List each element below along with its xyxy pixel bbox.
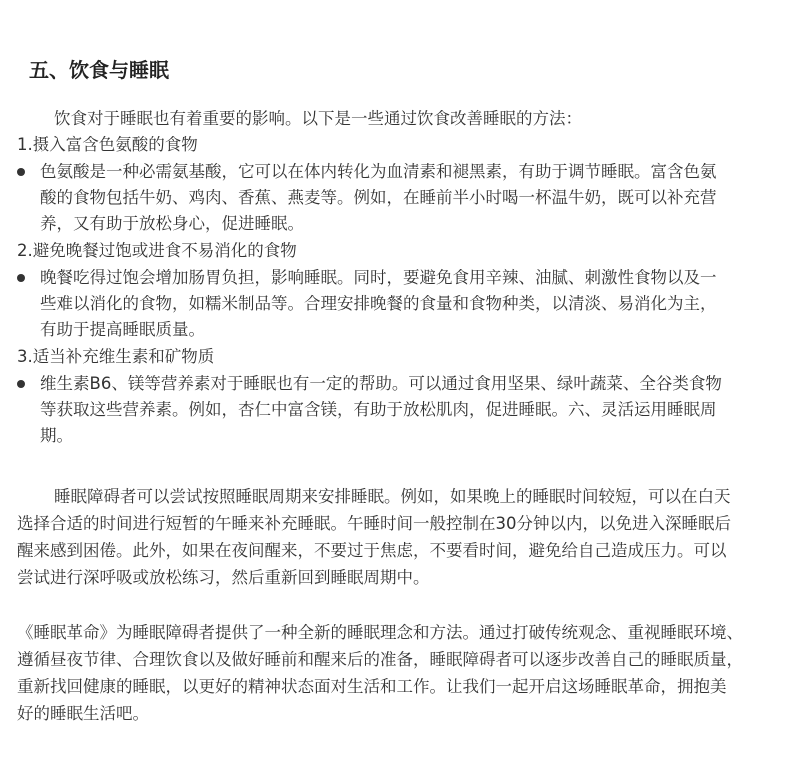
section-intro: 饮食对于睡眠也有着重要的影响。以下是一些通过饮食改善睡眠的方法： <box>54 109 582 128</box>
list-item-text-line: 些难以消化的食物，如糯米制品等。合理安排晚餐的食量和食物种类，以清淡、易消化为主， <box>40 294 717 313</box>
paragraph-line: 选择合适的时间进行短暂的午睡来补充睡眠。午睡时间一般控制在30分钟以内，以免进入深睡眠后 <box>17 514 731 533</box>
bullet-icon <box>17 168 25 176</box>
paragraph-line: 尝试进行深呼吸或放松练习，然后重新回到睡眠周期中。 <box>17 568 430 587</box>
list-item-text-line: 酸的食物包括牛奶、鸡肉、香蕉、燕麦等。例如，在睡前半小时喝一杯温牛奶，既可以补充营 <box>40 188 717 207</box>
list-item-title: 2.避免晚餐过饱或进食不易消化的食物 <box>17 241 297 260</box>
list-item-text-line: 维生素B6、镁等营养素对于睡眠也有一定的帮助。可以通过食用坚果、绿叶蔬菜、全谷类食物 <box>40 374 722 393</box>
list-item-text-line: 期。 <box>40 426 73 445</box>
list-item-text-line: 色氨酸是一种必需氨基酸，它可以在体内转化为血清素和褪黑素，有助于调节睡眠。富含色氨 <box>40 162 717 181</box>
paragraph-line: 重新找回健康的睡眠，以更好的精神状态面对生活和工作。让我们一起开启这场睡眠革命，拥抱美 <box>17 677 727 696</box>
paragraph-line: 《睡眠革命》为睡眠障碍者提供了一种全新的睡眠理念和方法。通过打破传统观念、重视睡眠环境、 <box>17 623 743 642</box>
list-item-text-line: 养，又有助于放松身心，促进睡眠。 <box>40 214 304 233</box>
list-item-text-line: 晚餐吃得过饱会增加肠胃负担，影响睡眠。同时，要避免食用辛辣、油腻、刺激性食物以及一 <box>40 268 717 287</box>
bullet-icon <box>17 274 25 282</box>
list-item-text-line: 有助于提高睡眠质量。 <box>40 320 205 339</box>
list-item-title: 3.适当补充维生素和矿物质 <box>17 347 215 366</box>
paragraph-line: 醒来感到困倦。此外，如果在夜间醒来，不要过于焦虑，不要看时间，避免给自己造成压力。可以 <box>17 541 727 560</box>
paragraph-line: 好的睡眠生活吧。 <box>17 704 149 723</box>
list-item-text-line: 等获取这些营养素。例如，杏仁中富含镁，有助于放松肌肉，促进睡眠。六、灵活运用睡眠周 <box>40 400 717 419</box>
list-item-title: 1.摄入富含色氨酸的食物 <box>17 135 198 154</box>
bullet-icon <box>17 380 25 388</box>
paragraph-line: 睡眠障碍者可以尝试按照睡眠周期来安排睡眠。例如，如果晚上的睡眠时间较短，可以在白天 <box>54 487 731 506</box>
paragraph-line: 遵循昼夜节律、合理饮食以及做好睡前和醒来后的准备，睡眠障碍者可以逐步改善自己的睡眠质量， <box>17 650 743 669</box>
section-heading: 五、饮食与睡眠 <box>29 58 169 82</box>
